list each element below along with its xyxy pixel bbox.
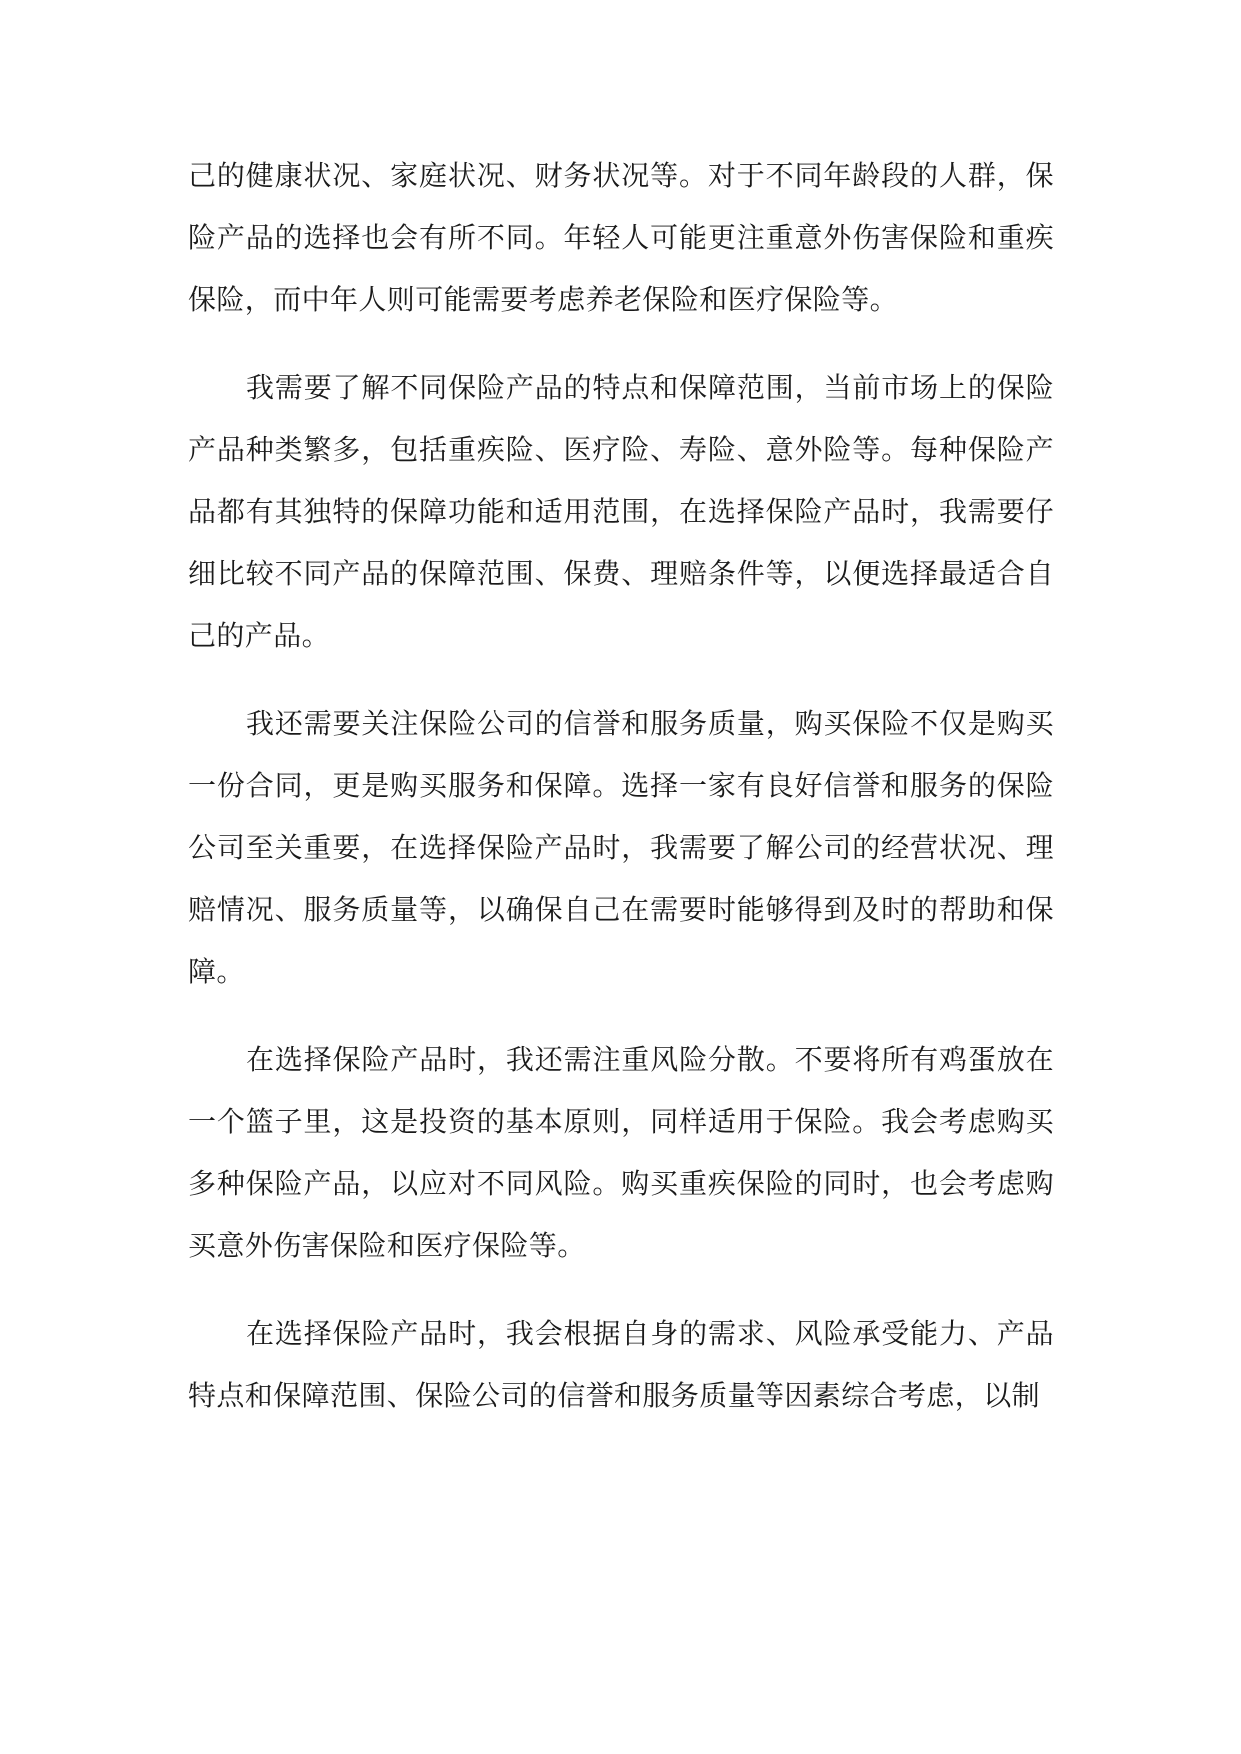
paragraph-1: 己的健康状况、家庭状况、财务状况等。对于不同年龄段的人群，保险产品的选择也会有所不同。年轻人可能更注重意外伤害保险和重疾保险，而中年人则可能需要考虑养老保险和医疗保险等。 [188, 159, 1054, 316]
paragraph-2: 我需要了解不同保险产品的特点和保障范围，当前市场上的保险产品种类繁多，包括重疾险、医疗险、寿险、意外险等。每种保险产品都有其独特的保障功能和适用范围，在选择保险产品时，我需要仔细比较不同产品的保障范围、保费、理赔条件等，以便选择最适合自己的产品。 [188, 371, 1054, 652]
document-body [188, 145, 1054, 1453]
paragraph-5: 在选择保险产品时，我会根据自身的需求、风险承受能力、产品特点和保障范围、保险公司的信誉和服务质量等因素综合考虑，以制 [188, 1317, 1054, 1412]
paragraph-4: 在选择保险产品时，我还需注重风险分散。不要将所有鸡蛋放在一个篮子里，这是投资的基本原则，同样适用于保险。我会考虑购买多种保险产品，以应对不同风险。购买重疾保险的同时，也会考虑购买意外伤害保险和医疗保险等。 [188, 1043, 1054, 1262]
paragraph-3: 我还需要关注保险公司的信誉和服务质量，购买保险不仅是购买一份合同，更是购买服务和保障。选择一家有良好信誉和服务的保险公司至关重要，在选择保险产品时，我需要了解公司的经营状况、理赔情况、服务质量等，以确保自己在需要时能够得到及时的帮助和保障。 [188, 707, 1054, 988]
